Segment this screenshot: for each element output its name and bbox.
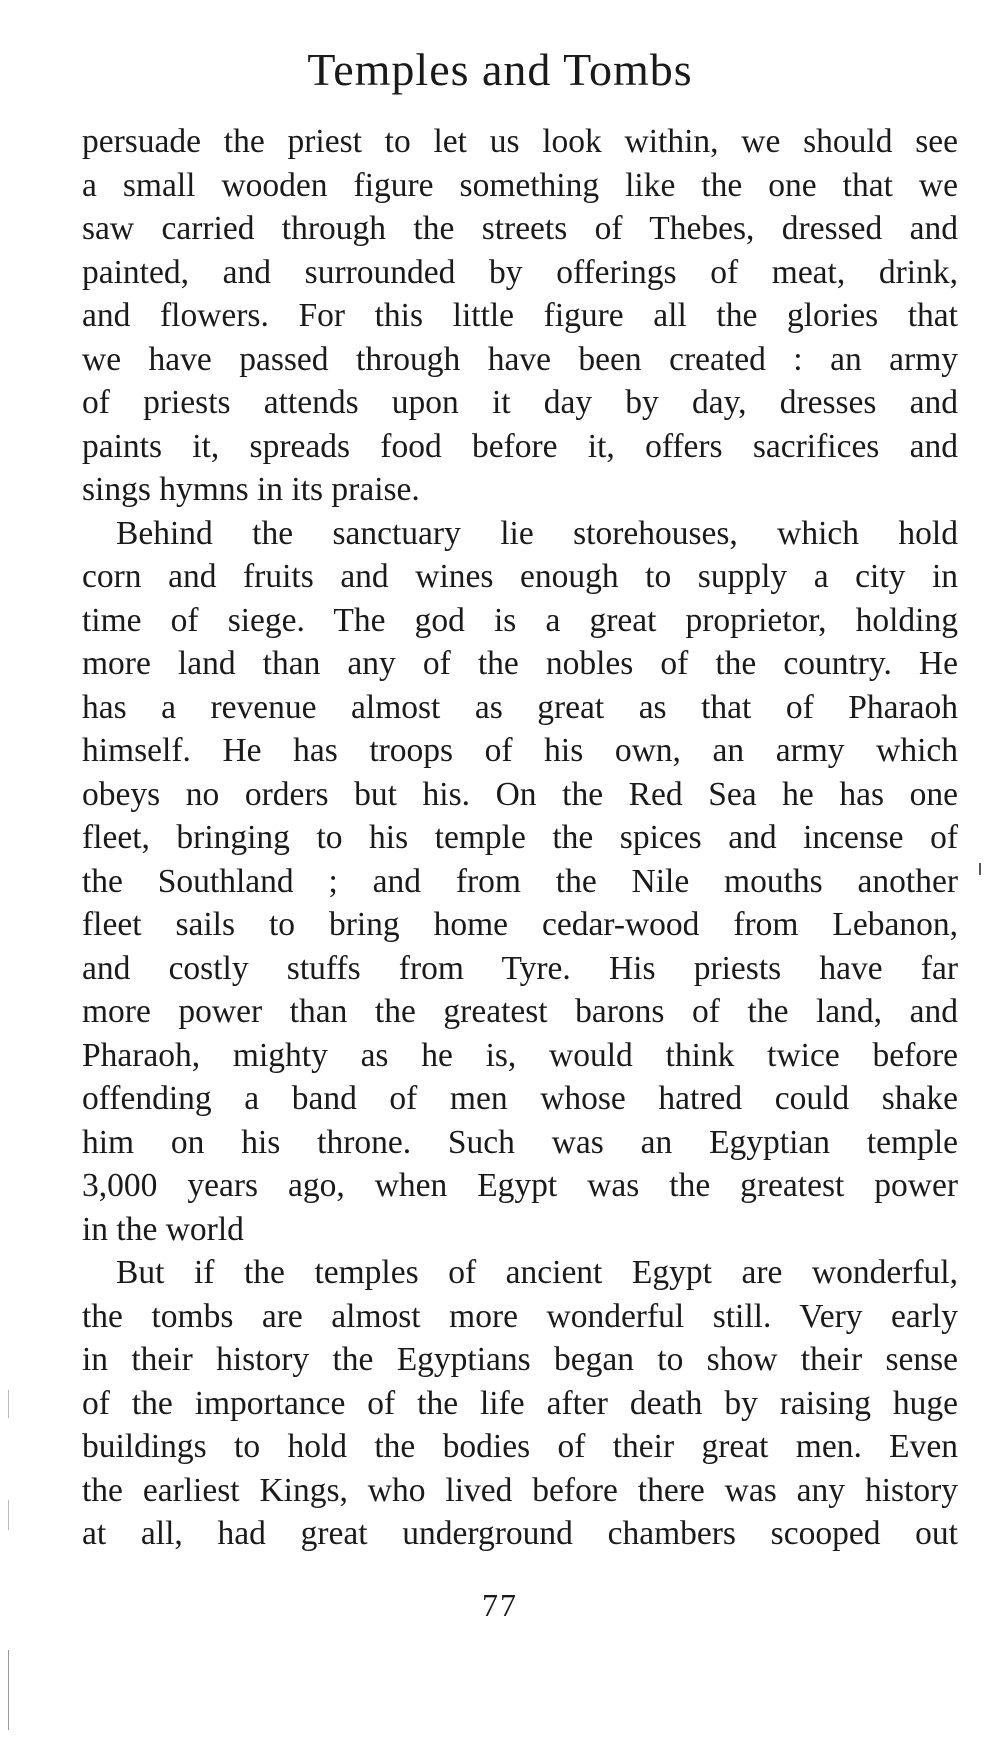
- text-line: painted, and surrounded by offerings of meat, drink,: [82, 253, 958, 291]
- text-line: persuade the priest to let us look within, we should see: [82, 123, 958, 160]
- text-line: in their history the Egyptians began to show their sense: [82, 1341, 958, 1378]
- text-line: in the world: [82, 1210, 244, 1248]
- paragraph-3: [82, 1251, 958, 1556]
- text-line: buildings to hold the bodies of their great men. Even: [82, 1428, 958, 1465]
- text-line: the earliest Kings, who lived before there was any history: [82, 1471, 958, 1509]
- scan-speck: [979, 863, 981, 875]
- text-line: him on his throne. Such was an Egyptian temple: [82, 1123, 958, 1161]
- paragraph-2: [82, 512, 958, 1252]
- text-line: more power than the greatest barons of the land, and: [82, 993, 958, 1030]
- text-line: has a revenue almost as great as that of Pharaoh: [82, 688, 958, 726]
- text-line: fleet, bringing to his temple the spices and incense of: [82, 819, 958, 856]
- text-line: we have passed through have been created : an army: [82, 340, 958, 378]
- text-line: the Southland ; and from the Nile mouths another: [82, 862, 958, 900]
- text-line: corn and fruits and wines enough to supply a city in: [82, 558, 958, 595]
- text-line: obeys no orders but his. On the Red Sea he has one: [82, 775, 958, 813]
- text-line: Behind the sanctuary lie storehouses, which hold: [116, 514, 958, 552]
- page-number: 77: [482, 1587, 518, 1623]
- running-head: Temples and Tombs: [307, 44, 693, 95]
- paragraph-1: [82, 120, 958, 512]
- text-line: himself. He has troops of his own, an army which: [82, 732, 958, 769]
- scan-speck: [8, 1650, 9, 1730]
- text-line: more land than any of the nobles of the country. He: [82, 645, 958, 682]
- text-line: and flowers. For this little figure all the glories that: [82, 297, 958, 334]
- text-line: time of siege. The god is a great proprietor, holding: [82, 601, 958, 639]
- text-line: paints it, spreads food before it, offers sacrifices and: [82, 427, 958, 465]
- text-line: and costly stuffs from Tyre. His priests have far: [82, 949, 958, 987]
- text-line: 3,000 years ago, when Egypt was the greatest power: [82, 1167, 958, 1204]
- text-line: at all, had great underground chambers scooped out: [82, 1515, 958, 1552]
- text-line: Pharaoh, mighty as he is, would think twice before: [82, 1036, 958, 1074]
- scan-speck: [8, 1500, 9, 1530]
- text-line: But if the temples of ancient Egypt are wonderful,: [116, 1254, 958, 1291]
- text-line: sings hymns in its praise.: [82, 471, 420, 508]
- text-line: a small wooden figure something like the one that we: [82, 166, 958, 204]
- text-line: fleet sails to bring home cedar-wood from Lebanon,: [82, 906, 958, 943]
- text-line: saw carried through the streets of Thebes, dressed and: [82, 210, 958, 247]
- text-line: offending a band of men whose hatred could shake: [82, 1080, 958, 1117]
- body-text: [82, 120, 958, 1556]
- text-line: of priests attends upon it day by day, dresses and: [82, 384, 958, 421]
- text-line: of the importance of the life after death by raising huge: [82, 1384, 958, 1422]
- text-line: the tombs are almost more wonderful still. Very early: [82, 1297, 958, 1335]
- scan-speck: [8, 1390, 9, 1418]
